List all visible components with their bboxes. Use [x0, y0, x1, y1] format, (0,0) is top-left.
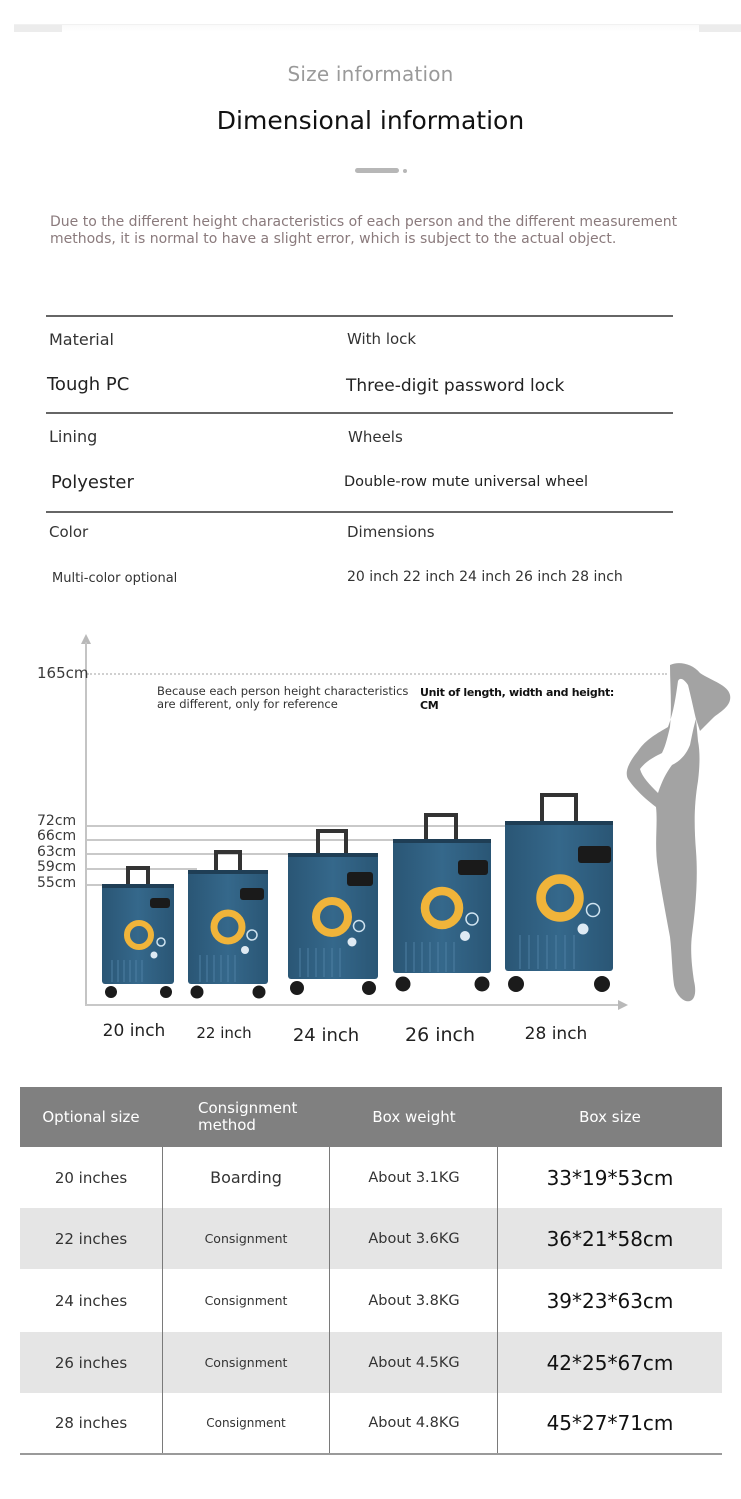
spec-label-dimensions: Dimensions	[347, 523, 435, 541]
note-line-1: Because each person height characteristics	[157, 684, 409, 698]
suitcase-28-inch	[505, 793, 613, 992]
tick-165cm: 165cm	[37, 664, 89, 682]
cell-box-size: 45*27*71cm	[546, 1411, 674, 1435]
reference-line-165	[87, 673, 667, 675]
cell-method: Consignment	[204, 1231, 288, 1246]
table-row	[20, 1332, 722, 1393]
category-label-24: 24 inch	[292, 1025, 360, 1046]
cell-box-size: 39*23*63cm	[546, 1288, 674, 1313]
category-label-20: 20 inch	[102, 1021, 166, 1041]
suitcase-20-inch	[102, 866, 174, 998]
column-divider	[497, 1147, 498, 1455]
header-optional-size: Optional size	[42, 1107, 140, 1126]
section-title: Dimensional information	[216, 106, 525, 135]
spec-value-dimensions: 20 inch 22 inch 24 inch 26 inch 28 inch	[347, 569, 623, 585]
cell-weight: About 3.1KG	[368, 1169, 460, 1186]
table-row	[20, 1269, 722, 1332]
divider-tab-right	[699, 25, 741, 32]
category-label-26: 26 inch	[404, 1024, 476, 1046]
category-label-22: 22 inch	[196, 1024, 252, 1042]
spec-value-wheels: Double-row mute universal wheel	[344, 474, 588, 490]
unit-line-1: Unit of length, width and height:	[420, 686, 615, 699]
cell-size: 22 inches	[54, 1229, 128, 1248]
spec-label-material: Material	[49, 330, 114, 349]
chart-unit-note	[420, 686, 614, 712]
column-divider	[162, 1147, 163, 1455]
tick-72cm: 72cm	[37, 813, 77, 829]
category-label-28: 28 inch	[524, 1024, 588, 1044]
cell-method: Boarding	[210, 1168, 282, 1187]
suitcase-22-inch	[188, 850, 268, 999]
chart-reference-note	[157, 685, 408, 711]
tick-59cm: 59cm	[37, 859, 77, 875]
header-consignment-label: Consignment method	[198, 1099, 298, 1134]
cell-weight: About 4.5KG	[368, 1354, 460, 1371]
cell-size: 26 inches	[54, 1353, 128, 1372]
header-box-weight: Box weight	[372, 1107, 456, 1126]
cell-box-size: 42*25*67cm	[546, 1350, 674, 1375]
header-box-size: Box size	[579, 1107, 641, 1126]
suitcase-24-inch	[288, 829, 378, 995]
tick-55cm: 55cm	[37, 875, 77, 891]
section-subtitle: Size information	[287, 62, 454, 86]
unit-line-2: CM	[420, 699, 439, 712]
table-bottom-border	[20, 1453, 722, 1455]
cell-method: Consignment	[204, 1293, 288, 1308]
suitcase-26-inch	[393, 813, 491, 992]
cell-method: Consignment	[206, 1416, 286, 1430]
table-row	[20, 1147, 722, 1208]
header-consignment-method	[162, 1087, 330, 1147]
spec-label-color: Color	[49, 523, 89, 541]
cell-size: 24 inches	[54, 1291, 128, 1310]
spec-label-wheels: Wheels	[348, 428, 403, 446]
spec-value-lining: Polyester	[51, 472, 134, 493]
top-divider	[14, 24, 741, 32]
cell-weight: About 3.8KG	[368, 1292, 460, 1309]
spec-value-color: Multi-color optional	[52, 571, 178, 586]
table-row	[20, 1393, 722, 1453]
cell-box-size: 33*19*53cm	[546, 1165, 674, 1190]
spec-label-lining: Lining	[49, 427, 98, 446]
table-row	[20, 1208, 722, 1269]
measurement-notice: Due to the different height characteristics of each person and the different measurement methods, it is normal to have a slight error, which is subject to the actual object.	[50, 214, 678, 247]
spec-divider	[46, 412, 673, 414]
cell-size: 20 inches	[54, 1168, 128, 1187]
title-decoration	[355, 168, 411, 174]
decoration-bar	[355, 168, 399, 173]
note-line-2: are different, only for reference	[157, 697, 338, 711]
cell-weight: About 4.8KG	[368, 1415, 460, 1431]
cell-size: 28 inches	[54, 1414, 128, 1432]
tick-63cm: 63cm	[37, 844, 77, 860]
tick-66cm: 66cm	[37, 828, 77, 844]
spec-divider	[46, 315, 673, 317]
divider-tab-left	[14, 25, 62, 32]
cell-box-size: 36*21*58cm	[546, 1226, 674, 1251]
spec-divider	[46, 511, 673, 513]
cell-weight: About 3.6KG	[368, 1230, 460, 1247]
spec-label-lock: With lock	[347, 330, 417, 348]
column-divider	[329, 1147, 330, 1455]
person-silhouette-icon	[600, 655, 741, 1015]
size-table-header	[20, 1087, 722, 1147]
decoration-dot	[403, 169, 407, 173]
cell-method: Consignment	[204, 1355, 288, 1370]
spec-value-lock: Three-digit password lock	[346, 376, 565, 396]
spec-value-material: Tough PC	[47, 374, 130, 395]
